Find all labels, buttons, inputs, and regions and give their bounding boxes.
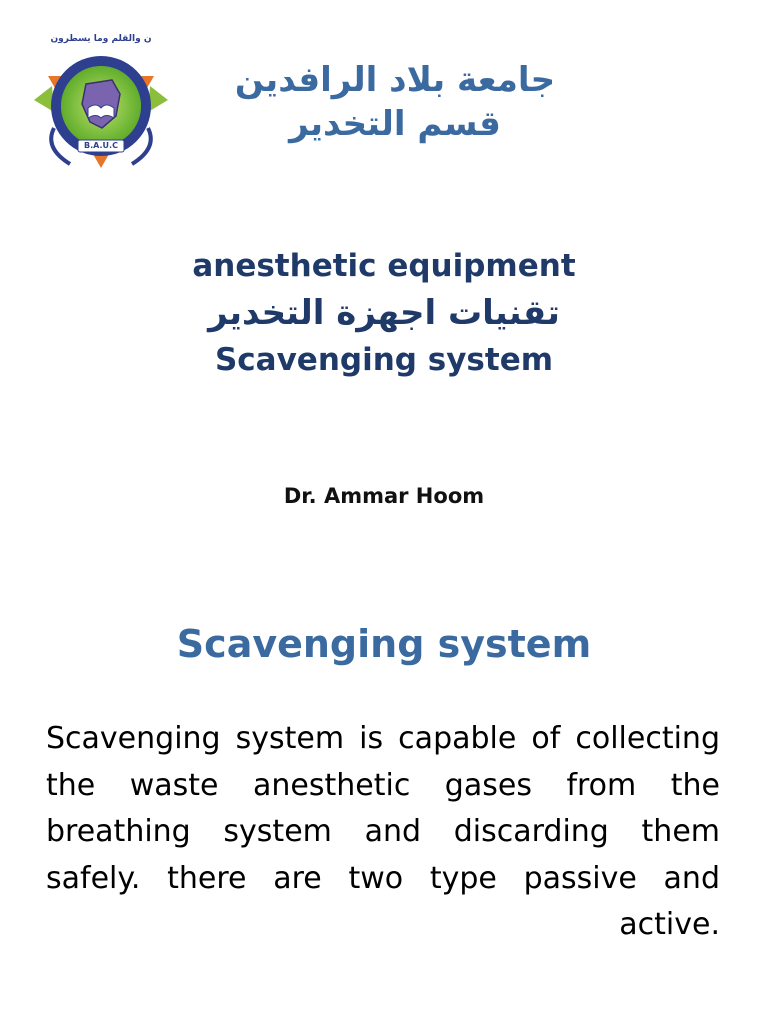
university-logo: [30, 28, 172, 176]
university-name: جامعة بلاد الرافدين: [234, 60, 556, 100]
lecture-title-block: [0, 244, 768, 382]
department-name: قسم التخدير: [289, 104, 501, 144]
author-name: Dr. Ammar Hoom: [283, 484, 485, 508]
section-title: Scavenging system: [176, 622, 592, 666]
lecture-title-english: anesthetic equipment: [192, 248, 576, 284]
university-header: [180, 58, 610, 146]
lecture-subtitle: Scavenging system: [214, 342, 554, 378]
logo-emblem-icon: [30, 28, 172, 176]
logo-motto: ن والقلم وما يسطرون: [50, 34, 152, 44]
section-body-text: Scavenging system is capable of collecting the waste anesthetic gases from the breathing system and discarding them safely. there are two type passive and active.: [46, 721, 720, 942]
section-body: [46, 716, 720, 949]
lecture-title-arabic: تقنيات اجهزة التخدير: [208, 293, 560, 333]
logo-caption: B.A.U.C: [84, 141, 118, 150]
